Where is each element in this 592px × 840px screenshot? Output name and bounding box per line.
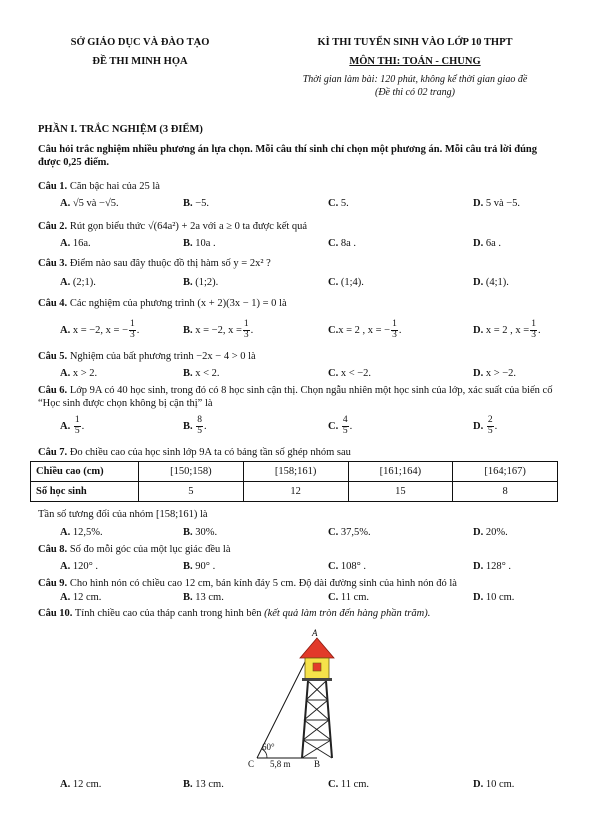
section-title: PHẦN I. TRẮC NGHIỆM (3 ĐIỂM) [38, 124, 203, 135]
question-label: Câu 1. [38, 181, 68, 192]
exam-title: KÌ THI TUYỂN SINH VÀO LỚP 10 THPT [317, 37, 513, 48]
option-d[interactable]: D. (4;1). [473, 277, 509, 288]
option-a[interactable]: A. $\frac{1}{5}$ . [60, 415, 85, 436]
table-cell: [161;164) [348, 462, 453, 482]
option-d[interactable]: D. x > −2. [473, 368, 517, 379]
option-d[interactable]: D. x = 2 , x = $\frac{1}{3}$ . [473, 319, 541, 340]
option-d[interactable]: D. 10 cm. [473, 779, 515, 790]
option-b[interactable]: B. 13 cm. [183, 779, 224, 790]
option-c[interactable]: C. (1;4). [328, 277, 364, 288]
option-c[interactable]: C. 8a . [328, 238, 357, 249]
time-note: Thời gian làm bài: 120 phút, không kể thời gian giao đề [302, 74, 528, 86]
header-right [270, 36, 560, 99]
question-5-options [60, 367, 560, 381]
table-cell: 12 [243, 482, 348, 502]
option-c[interactable]: C. 11 cm. [328, 779, 370, 790]
option-d[interactable]: D. 6a . [473, 238, 502, 249]
question-7-options [60, 526, 560, 540]
question-9: Câu 9. Cho hình nón có chiều cao 12 cm, bán kính đáy 5 cm. Độ dài đường sinh của hình nón đó là [38, 578, 457, 589]
label-c: C [248, 759, 255, 769]
option-c[interactable]: C. 11 cm. [328, 592, 370, 603]
exam-type: ĐỀ THI MINH HỌA [92, 56, 188, 68]
option-b[interactable]: B. 90° . [183, 561, 216, 572]
option-a[interactable]: A. 12,5%. [60, 527, 103, 538]
table-cell: 8 [453, 482, 558, 502]
option-b[interactable]: B. 10a . [183, 238, 216, 249]
option-a[interactable]: A. 16a. [60, 238, 91, 249]
option-b[interactable]: B. −5. [183, 198, 210, 209]
question-4: Câu 4. Các nghiệm của phương trình (x + 2)(3x − 1) = 0 là [38, 298, 287, 309]
table-cell: [158;161) [243, 462, 348, 482]
table-row [31, 482, 558, 502]
option-a[interactable]: A. x > 2. [60, 368, 98, 379]
option-b[interactable]: B. 30%. [183, 527, 218, 538]
question-7: Câu 7. Đo chiều cao của học sinh lớp 9A ta có bảng tần số ghép nhóm sau [38, 447, 351, 458]
section-intro: Câu hỏi trắc nghiệm nhiều phương án lựa chọn. Mỗi câu thí sinh chỉ chọn một phương án. Mỗi câu trả lời đúng được 0,25 điểm. [38, 144, 538, 169]
header-left [40, 36, 240, 74]
question-6: Câu 6. Lớp 9A có 40 học sinh, trong đó có 8 học sinh cận thị. Chọn ngẫu nhiên một học sinh của lớp, xác suất của biến cố “Học sinh được chọn không bị cận thị” là [38, 385, 553, 410]
option-c[interactable]: C.x = 2 , x = − $\frac{1}{3}$ . [328, 319, 402, 340]
option-c[interactable]: C. 37,5%. [328, 527, 371, 538]
question-text: Căn bậc hai của 25 là [67, 181, 160, 192]
option-c[interactable]: C. 5. [328, 198, 349, 209]
table-cell: 15 [348, 482, 453, 502]
table-row [31, 462, 558, 482]
question-2-options [60, 237, 560, 251]
question-5: Câu 5. Nghiệm của bất phương trình −2x − 4 > 0 là [38, 351, 256, 362]
question-1 [38, 180, 568, 193]
question-10: Câu 10. Tính chiều cao của tháp canh trong hình bên (kết quả làm tròn đến hàng phần trăm). [38, 608, 431, 619]
table-cell: [150;158) [139, 462, 244, 482]
option-c[interactable]: C. x < −2. [328, 368, 372, 379]
option-a[interactable]: A. √5 và −√5. [60, 198, 119, 209]
roof-shape [300, 638, 334, 658]
label-b: B [314, 759, 321, 769]
question-9-options [60, 591, 560, 605]
distance-label: 5,8 m [270, 759, 291, 769]
subject-title: MÔN THI: TOÁN - CHUNG [349, 56, 481, 68]
option-b[interactable]: B. x < 2. [183, 368, 220, 379]
table-header-cell: Số học sinh [31, 482, 139, 502]
page-count-note: (Đề thi có 02 trang) [375, 86, 455, 98]
department-name: SỞ GIÁO DỤC VÀ ĐÀO TẠO [70, 37, 210, 48]
window-shape [313, 663, 321, 671]
question-6-options [60, 415, 560, 436]
option-d[interactable]: D. 10 cm. [473, 592, 515, 603]
option-c[interactable]: C. $\frac{4}{5}$ . [328, 415, 353, 436]
question-7-subtext: Tần số tương đối của nhóm [158;161) là [38, 509, 208, 520]
platform-shape [302, 678, 332, 681]
angle-label: 60° [262, 742, 275, 752]
option-d[interactable]: D. 5 và −5. [473, 198, 521, 209]
label-a: A [312, 628, 318, 638]
option-a[interactable]: A. 120° . [60, 561, 99, 572]
option-b[interactable]: B. x = −2, x = $\frac{1}{3}$ . [183, 319, 254, 340]
option-a[interactable]: A. (2;1). [60, 277, 96, 288]
option-a[interactable]: A. x = −2, x = − $\frac{1}{3}$ . [60, 319, 140, 340]
option-a[interactable]: A. 12 cm. [60, 779, 102, 790]
option-a[interactable]: A. 12 cm. [60, 592, 102, 603]
table-cell: [164;167) [453, 462, 558, 482]
question-1-options [60, 197, 560, 211]
question-3-options [60, 276, 560, 290]
question-4-options [60, 319, 560, 340]
table-cell: 5 [139, 482, 244, 502]
question-10-options [60, 778, 560, 792]
question-8: Câu 8. Số đo mỗi góc của một lục giác đều là [38, 544, 231, 555]
option-d[interactable]: D. $\frac{2}{5}$ . [473, 415, 498, 436]
option-b[interactable]: B. (1;2). [183, 277, 219, 288]
option-b[interactable]: B. $\frac{8}{5}$ . [183, 415, 207, 436]
watchtower-figure [240, 628, 340, 774]
question-2: Câu 2. Rút gọn biểu thức √(64a²) + 2a với a ≥ 0 ta được kết quả [38, 221, 308, 232]
table-header-cell: Chiều cao (cm) [31, 462, 139, 482]
option-d[interactable]: D. 20%. [473, 527, 508, 538]
option-b[interactable]: B. 13 cm. [183, 592, 224, 603]
question-3: Câu 3. Điểm nào sau đây thuộc đồ thị hàm số y = 2x² ? [38, 258, 271, 269]
frequency-table [30, 461, 558, 502]
option-d[interactable]: D. 128° . [473, 561, 512, 572]
question-8-options [60, 560, 560, 574]
option-c[interactable]: C. 108° . [328, 561, 367, 572]
